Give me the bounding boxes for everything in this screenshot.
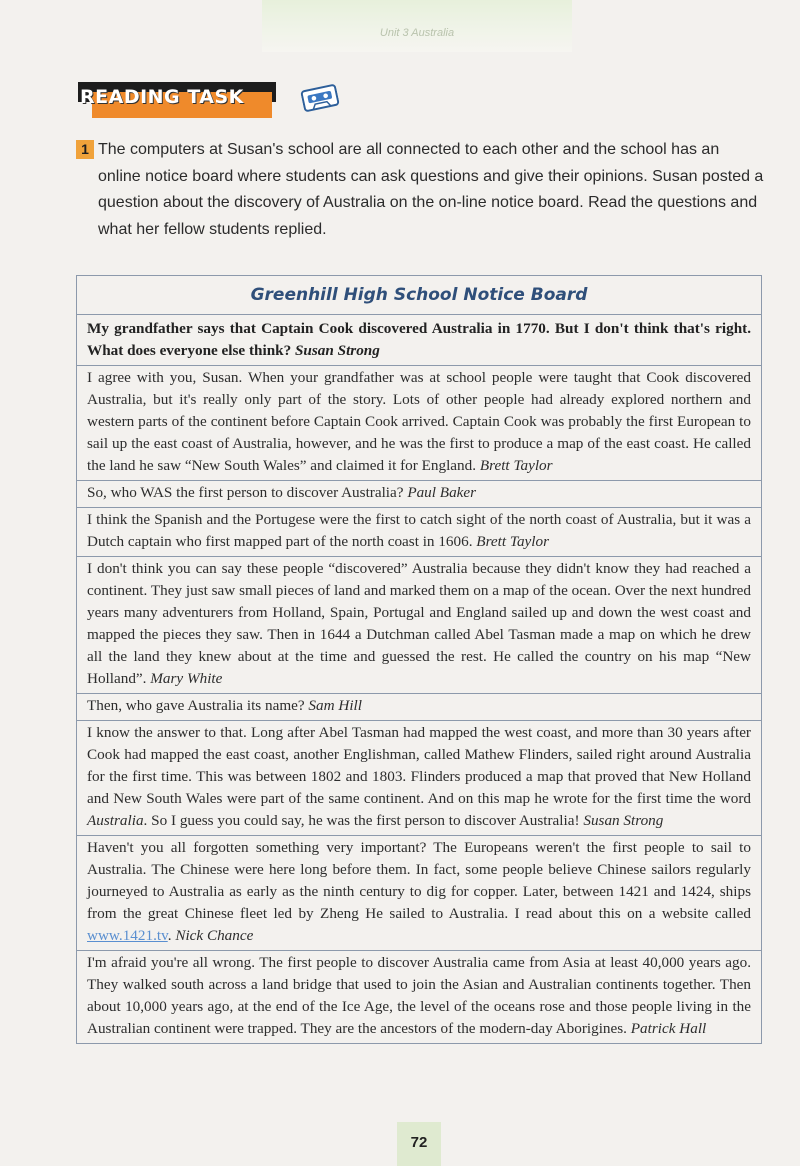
notice-post xyxy=(77,951,761,1043)
notice-board-title: Greenhill High School Notice Board xyxy=(77,276,761,315)
notice-post xyxy=(77,694,761,721)
post-text: Then, who gave Australia its name? xyxy=(87,697,305,714)
page-number: 72 xyxy=(410,1134,428,1151)
notice-post xyxy=(77,508,761,557)
post-author: Brett Taylor xyxy=(479,457,553,474)
post-text-end: . So I guess you could say, he was the first person to discover Australia! xyxy=(143,812,580,829)
post-author: Brett Taylor xyxy=(476,533,550,550)
reading-task-heading xyxy=(78,82,278,124)
notice-post xyxy=(77,721,761,836)
notice-post xyxy=(77,366,761,481)
unit-header xyxy=(262,0,572,52)
notice-post xyxy=(77,315,761,366)
post-text: I'm afraid you're all wrong. The first people to discover Australia came from Asia at least 40,000 years ago. They walked south across a land bridge that used to join the Asian and Australian continents together. Then about 10,000 years ago, at the end of the Ice Age, the level of the oceans rose and those people living in the Australian continent were trapped. They are the ancestors of the modern-day Aborigines. xyxy=(87,954,751,1037)
section-title: READING TASK xyxy=(80,86,244,108)
post-text: Haven't you all forgotten something very important? The Europeans weren't the first people to sail to Australia. The Chinese were here long before them. In fact, some people believe Chinese sailors regularly journeyed to Australia as early as the ninth century to dig for copper. Later, between 1421 and 1424, ships from the great Chinese fleet led by Zheng He sailed to Australia. I read about this on a website called xyxy=(87,839,751,922)
post-author: Susan Strong xyxy=(294,342,380,359)
post-text: My grandfather says that Captain Cook discovered Australia in 1770. But I don't think that's right. What does everyone else think? xyxy=(87,320,751,359)
post-author: Patrick Hall xyxy=(630,1020,707,1037)
post-author: Mary White xyxy=(150,670,223,687)
post-text: I don't think you can say these people “discovered” Australia because they didn't know they had reached a continent. They just saw small pieces of land and marked them on a map of the ocean. Over the next hundred years many adventurers from Holland, Spain, Portugal and England sailed up and down the west coast and mapped the pieces they saw. Then in 1644 a Dutchman called Abel Tasman made a map on which he drew all the land they knew about at the time and guessed the rest. He called the country on his map “New Holland”. xyxy=(87,560,751,687)
post-text: So, who WAS the first person to discover Australia? xyxy=(87,484,404,501)
post-text: I agree with you, Susan. When your grandfather was at school people were taught that Cook discovered Australia, but it's really only part of the story. Lots of other people had already explored northern and western parts of the continent before Captain Cook arrived. Captain Cook was probably the first European to sail up the east coast of Australia, however, and he was the first to produce a map of the east coast. He called the land he saw “New South Wales” and claimed it for England. xyxy=(87,369,751,474)
post-text: I know the answer to that. Long after Abel Tasman had mapped the west coast, and more than 30 years after Cook had mapped the east coast, another Englishman, called Mathew Flinders, sailed right around Australia for the first time. This was between 1802 and 1803. Flinders produced a map that proved that New Holland and New South Wales were part of the same continent. And on this map he wrote for the first time the word xyxy=(87,724,751,807)
post-emphasis: Australia xyxy=(87,812,144,829)
post-author: Sam Hill xyxy=(308,697,363,714)
post-author: Susan Strong xyxy=(583,812,664,829)
page-number-box xyxy=(397,1122,441,1166)
task-number-badge: 1 xyxy=(76,140,94,159)
website-link[interactable]: www.1421.tv xyxy=(87,927,168,944)
cassette-tape-icon xyxy=(300,83,340,114)
unit-label: Unit 3 Australia xyxy=(379,27,455,39)
notice-board xyxy=(76,275,762,1044)
post-text-end: . xyxy=(167,927,172,944)
post-author: Paul Baker xyxy=(407,484,477,501)
post-text: I think the Spanish and the Portugese were the first to catch sight of the north coast of Australia, but it was a Dutch captain who first mapped part of the north coast in 1606. xyxy=(87,511,751,550)
task-instructions: The computers at Susan's school are all connected to each other and the school has an online notice board where students can ask questions and give their opinions. Susan posted a question about the discovery of Australia on the on-line notice board. Read the questions and what her fellow students replied. xyxy=(98,141,764,238)
notice-post xyxy=(77,481,761,508)
notice-post xyxy=(77,836,761,951)
post-author: Nick Chance xyxy=(175,927,254,944)
notice-post xyxy=(77,557,761,694)
